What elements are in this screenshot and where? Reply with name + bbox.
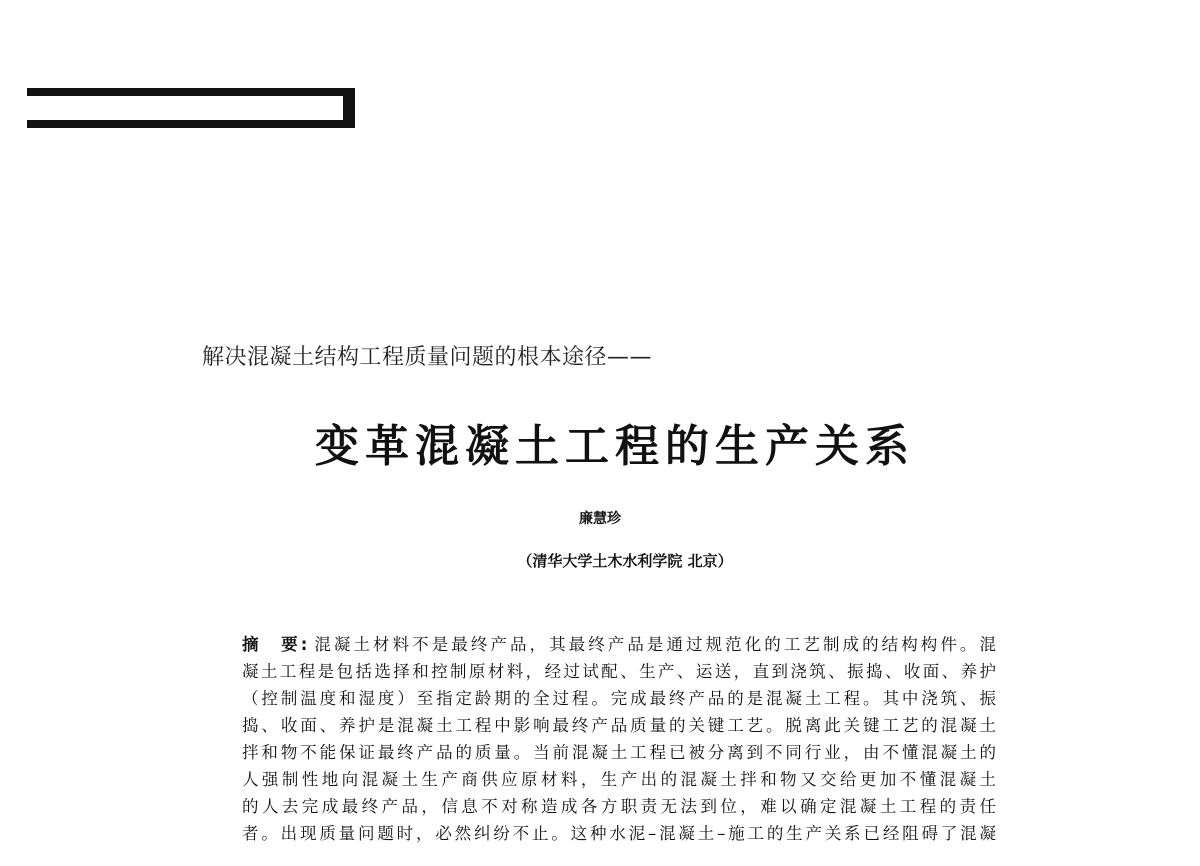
abstract-line: 拌和物不能保证最终产品的质量。当前混凝土工程已被分离到不同行业，由不懂混凝土的 — [242, 743, 996, 762]
abstract-line: 凝土工程是包括选择和控制原材料，经过试配、生产、运送，直到浇筑、振捣、收面、养护 — [242, 662, 996, 681]
abstract-text: 混凝土材料不是最终产品，其最终产品是通过规范化的工艺制成的结构构件。混 — [311, 635, 996, 654]
abstract-label: 摘 要: — [242, 635, 308, 654]
author-name: 廉慧珍 — [579, 511, 621, 527]
header-decorative-bar — [27, 88, 355, 128]
abstract-line: （控制温度和湿度）至指定龄期的全过程。完成最终产品的是混凝土工程。其中浇筑、振 — [242, 689, 996, 708]
paper-title: 变革混凝土工程的生产关系 — [315, 421, 915, 472]
author-affiliation: （清华大学土木水利学院 北京） — [517, 552, 733, 570]
abstract-line — [242, 631, 996, 658]
abstract-line: 捣、收面、养护是混凝土工程中影响最终产品质量的关键工艺。脱离此关键工艺的混凝土 — [242, 716, 996, 735]
abstract-line: 的人去完成最终产品，信息不对称造成各方职责无法到位，难以确定混凝土工程的责任 — [242, 797, 996, 816]
abstract — [242, 631, 996, 847]
paper-subtitle: 解决混凝土结构工程质量问题的根本途径—— — [202, 345, 653, 370]
abstract-line: 人强制性地向混凝土生产商供应原材料，生产出的混凝土拌和物又交给更加不懂混凝土 — [242, 770, 996, 789]
abstract-line: 者。出现质量问题时，必然纠纷不止。这种水泥–混凝土–施工的生产关系已经阻碍了混凝 — [242, 824, 996, 843]
